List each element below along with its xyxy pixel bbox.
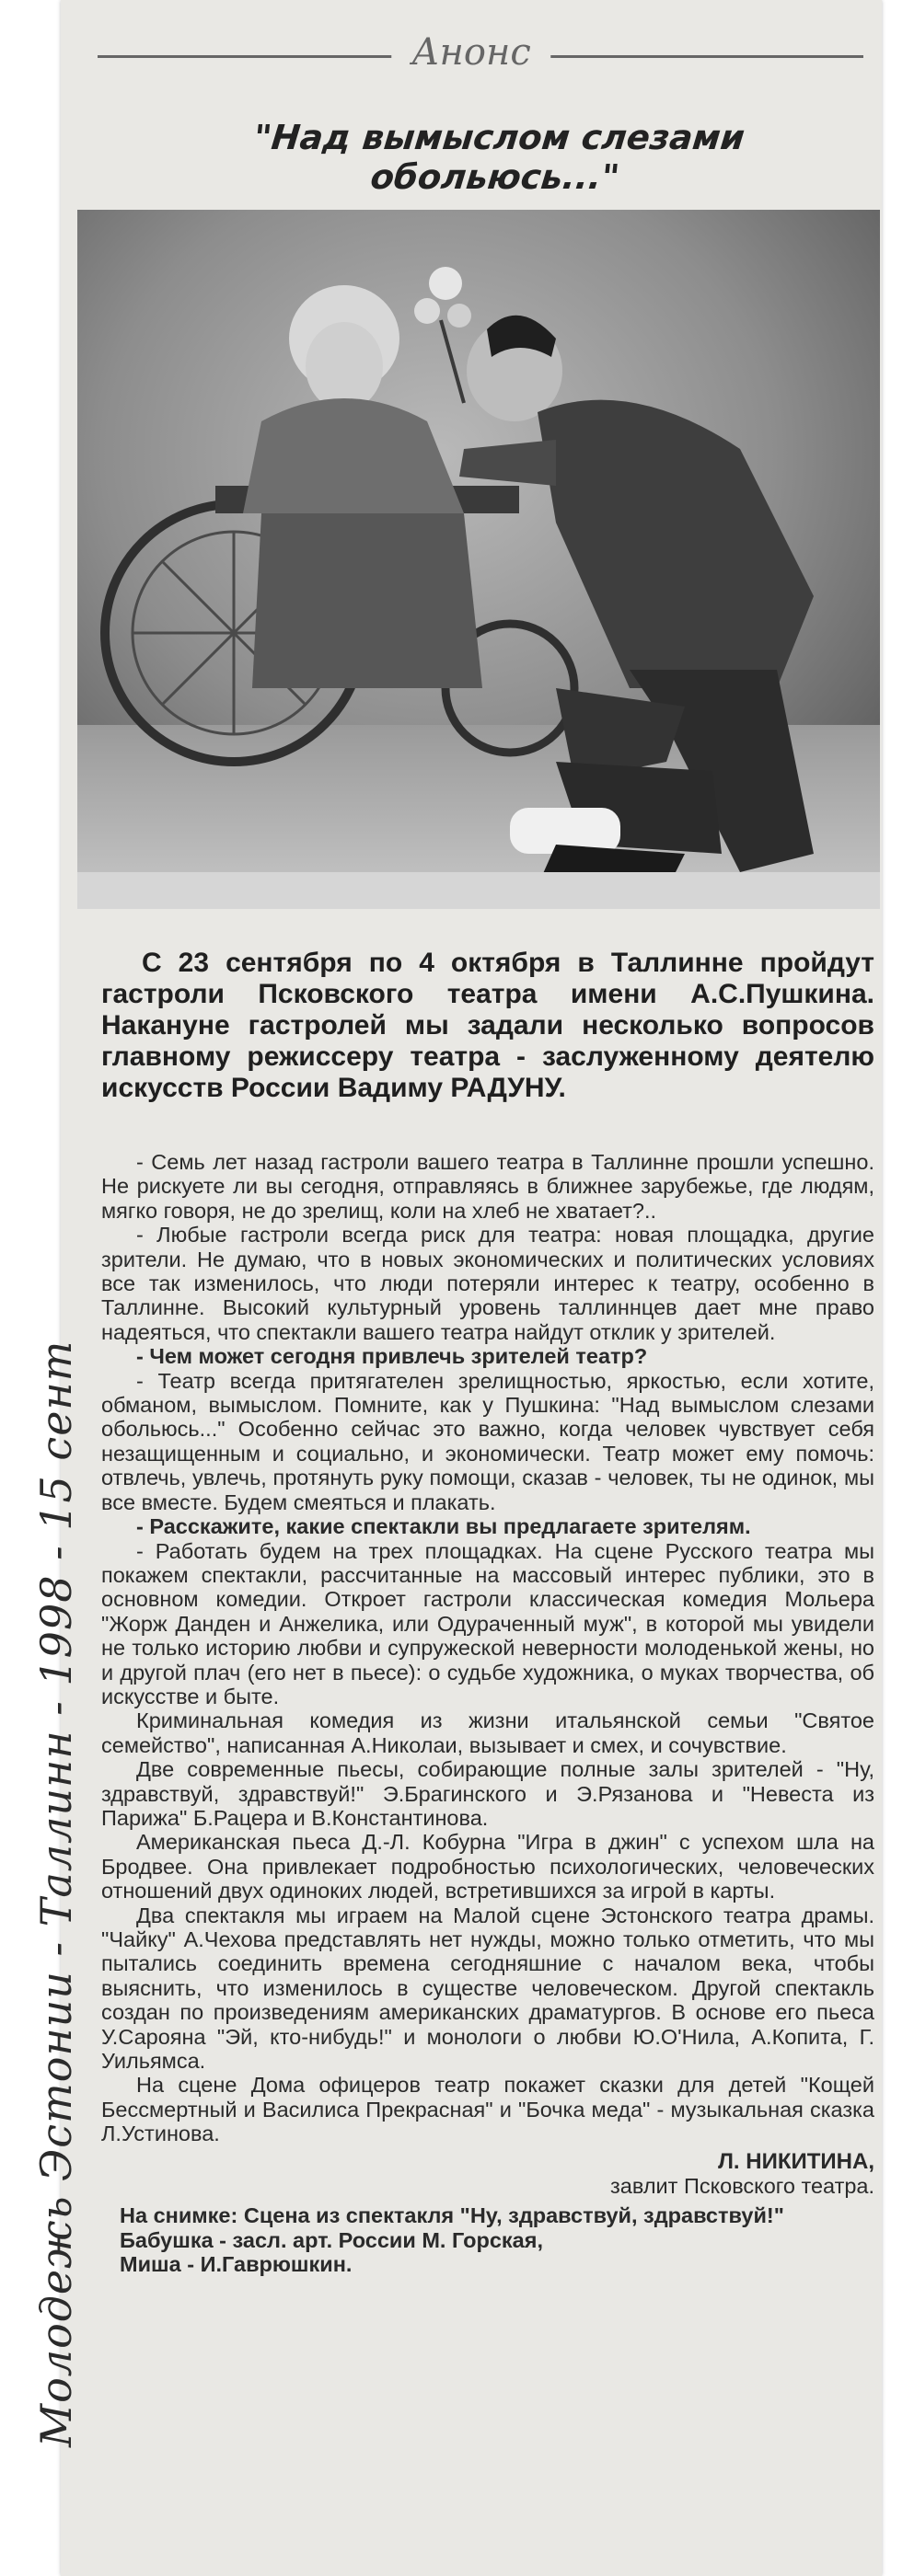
photo-caption-cast: Миша - И.Гаврюшкин. (120, 2252, 353, 2277)
article-body (101, 1150, 874, 2277)
stage-scene-image (77, 210, 880, 909)
interview-answer: - Любые гастроли всегда риск для театра: новая площадка, другие зрители. Не думаю, что в новых экономических и политических условиях все так изменилось, что люди потеряли интерес к театру, особенно в Таллинне. Высокий культурный уровень таллиннцев дает мне право надеяться, что спектакли вашего театра найдут отклик у зрителей. (101, 1223, 874, 1344)
interview-answer: - Работать будем на трех площадках. На сцене Русского театра мы покажем спектакли, рассчитанные на массовый интерес публики, это в основном комедии. Откроет гастроли классическая комедия Мольера "Жорж Данден и Анжелика, или Одураченный муж", в которой мы увидели не только историю любви и супружеской неверности молоденькой жены, но и другой плач (его нет в пьесе): о судьбе художника, о муках творчества, об искусстве и быте. (101, 1538, 874, 1708)
rubric-label: Анонс (391, 31, 550, 74)
interview-question: - Семь лет назад гастроли вашего театра в Таллинне прошли успешно. Не рискуете ли вы сегодня, отправляясь в ближнее зарубежье, где людям, мягко говоря, не до зрелищ, коли на хлеб не хватает?.. (101, 1150, 874, 1223)
article-headline: "Над вымыслом слезами обольюсь..." (251, 118, 746, 197)
article-paragraph: Два спектакля мы играем на Малой сцене Эстонского театра драмы. "Чайку" А.Чехова представлять нет нужды, можно только отметить, что мы пытались соединить времена сегодняшние с началом века, чтобы выяснить, что изменилось в существе человеческом. Другой спектакль создан по произведениям американских драматургов. В основе его пьеса У.Сарояна "Эй, кто-нибудь!" и монологи о любви Ю.О'Нила, А.Копита, Г. Уильямса. (101, 1903, 874, 2074)
article-paragraph: На сцене Дома офицеров театр покажет сказки для детей "Кощей Бессмертный и Василиса Прекрасная" и "Бочка меда" - музыкальная сказка Л.Устинова. (101, 2073, 874, 2146)
interview-question: - Расскажите, какие спектакли вы предлагаете зрителям. (136, 1514, 751, 1539)
interview-answer: - Театр всегда притягателен зрелищностью, яркостью, если хотите, обманом, вымыслом. Помните, как у Пушкина: "Над вымыслом слезами обольюсь..." Особенно сейчас это важно, когда человек чувствует себя незащищенным и социально, и экономически. Театр может ему помочь: отвлечь, увлечь, протянуть руку помощи, сказав - человек, ты не одинок, мы все вместе. Будем смеяться и плакать. (101, 1368, 874, 1514)
article-paragraph: Американская пьеса Д.-Л. Кобурна "Игра в джин" с успехом шла на Бродвее. Она привлекает подробностью психологических, человеческих отношений двух одиноких людей, встретившихся за игрой в карты. (101, 1830, 874, 1903)
author-signature: Л. НИКИТИНА, (718, 2148, 874, 2174)
article-paragraph: Криминальная комедия из жизни итальянской семьи "Святое семейство", написанная А.Николаи, вызывает и смех, и сочувствие. (101, 1708, 874, 1757)
stage-photo (77, 210, 880, 909)
handwritten-margin-note (0, 74, 81, 2502)
author-role: завлит Псковского театра. (610, 2174, 874, 2199)
photo-caption-cast: Бабушка - засл. арт. России М. Горская, (120, 2227, 543, 2252)
handwritten-source-note: Молодежь Эстонии - Таллинн - 1998 - 15 сент (31, 1340, 81, 2447)
article-lead: С 23 сентября по 4 октября в Таллинне пройдут гастроли Псковского театра имени А.С.Пушкина. Накануне гастролей мы задали несколько вопросов главному режиссеру театра - заслуженному деятелю искусств России Вадиму РАДУНУ. (101, 948, 874, 1103)
article-paragraph: Две современные пьесы, собирающие полные залы зрителей - "Ну, здравствуй, здравствуй!" Э.Брагинского и Э.Рязанова и "Невеста из Парижа" Б.Рацера и В.Константинова. (101, 1757, 874, 1830)
rubric-header (61, 28, 882, 92)
photo-caption: На снимке: Сцена из спектакля "Ну, здравствуй, здравствуй!" (120, 2203, 784, 2228)
interview-question: - Чем может сегодня привлечь зрителей театр? (136, 1344, 648, 1369)
